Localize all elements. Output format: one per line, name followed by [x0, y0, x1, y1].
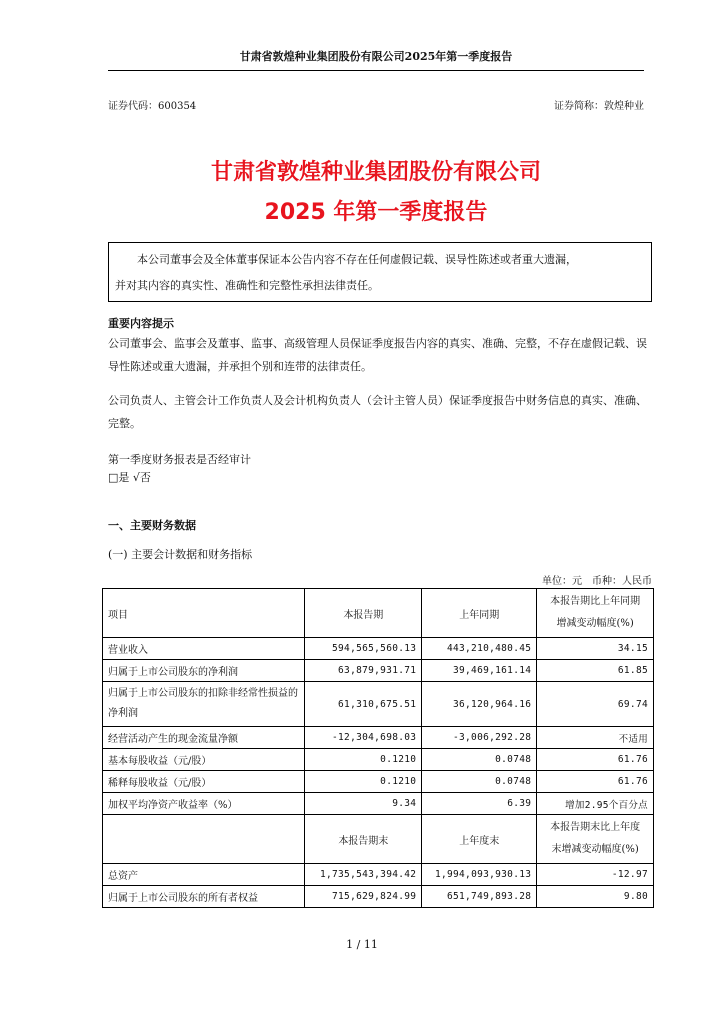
running-header: 甘肃省敦煌种业集团股份有限公司2025年第一季度报告	[108, 48, 644, 71]
report-title-company: 甘肃省敦煌种业集团股份有限公司	[210, 160, 541, 185]
table-header-cell	[103, 815, 305, 864]
value-cell: 6.39	[422, 793, 537, 815]
header-text: 本报告期比上年同期	[550, 596, 641, 607]
table-row	[103, 864, 654, 886]
value-cell: 36,120,964.16	[422, 682, 537, 727]
row-label: 归属于上市公司股东的扣除非经常性损益的净利润	[103, 682, 305, 727]
unit-currency: 单位：元 币种：人民币	[542, 576, 652, 587]
value-cell: 1,735,543,394.42	[305, 864, 422, 886]
value-cell: 9.80	[537, 886, 654, 908]
value-cell: 9.34	[305, 793, 422, 815]
table-header-row	[103, 589, 654, 638]
value-cell: -12,304,698.03	[305, 727, 422, 749]
value-cell: 61.85	[537, 660, 654, 682]
row-label: 加权平均净资产收益率（%）	[103, 793, 305, 815]
value-cell: 61.76	[537, 771, 654, 793]
row-label: 稀释每股收益（元/股）	[103, 771, 305, 793]
header-text: 本报告期末比上年度	[550, 822, 641, 833]
value-cell: -12.97	[537, 864, 654, 886]
table-header-cell: 项目	[103, 589, 305, 638]
table-header-cell: 本报告期	[305, 589, 422, 638]
value-cell: 0.0748	[422, 749, 537, 771]
section-1-title: 一、主要财务数据	[108, 519, 196, 532]
value-cell: 61,310,675.51	[305, 682, 422, 727]
row-label: 归属于上市公司股东的净利润	[103, 660, 305, 682]
value-cell: 69.74	[537, 682, 654, 727]
value-cell: 63,879,931.71	[305, 660, 422, 682]
value-cell: 651,749,893.28	[422, 886, 537, 908]
header-text: 增减变动幅度(%)	[556, 618, 634, 629]
important-heading: 重要内容提示	[108, 317, 174, 330]
value-cell: 715,629,824.99	[305, 886, 422, 908]
audit-answer: □是 √否	[108, 471, 151, 484]
table-row	[103, 749, 654, 771]
table-row	[103, 771, 654, 793]
row-label: 总资产	[103, 864, 305, 886]
board-notice-box	[108, 242, 652, 302]
value-cell: 443,210,480.45	[422, 638, 537, 660]
table-header-cell: 上年同期	[422, 589, 537, 638]
table-row	[103, 793, 654, 815]
report-title-period: 2025 年第一季度报告	[264, 200, 488, 225]
table-header-cell: 上年度末	[422, 815, 537, 864]
table-header-cell	[537, 815, 654, 864]
value-cell: 39,469,161.14	[422, 660, 537, 682]
value-cell: -3,006,292.28	[422, 727, 537, 749]
table-row	[103, 727, 654, 749]
table-row	[103, 682, 654, 727]
table-row	[103, 886, 654, 908]
value-cell: 0.1210	[305, 771, 422, 793]
stock-code: 证券代码：600354	[108, 101, 197, 112]
table-row	[103, 638, 654, 660]
value-cell: 594,565,560.13	[305, 638, 422, 660]
table-row	[103, 660, 654, 682]
page-number: 1 / 11	[346, 938, 378, 951]
value-cell: 1,994,093,930.13	[422, 864, 537, 886]
table-header-row	[103, 815, 654, 864]
row-label: 经营活动产生的现金流量净额	[103, 727, 305, 749]
value-cell: 61.76	[537, 749, 654, 771]
value-cell: 34.15	[537, 638, 654, 660]
notice-line-2: 并对其内容的真实性、准确性和完整性承担法律责任。	[115, 279, 379, 292]
table-header-cell: 本报告期末	[305, 815, 422, 864]
row-label: 营业收入	[103, 638, 305, 660]
table-header-cell	[537, 589, 654, 638]
financial-table	[102, 588, 654, 908]
value-cell: 0.0748	[422, 771, 537, 793]
value-cell: 0.1210	[305, 749, 422, 771]
important-para-2: 公司负责人、主管会计工作负责人及会计机构负责人（会计主管人员）保证季度报告中财务信息的真实、准确、完整。	[108, 394, 647, 430]
row-label: 基本每股收益（元/股）	[103, 749, 305, 771]
audit-question: 第一季度财务报表是否经审计	[108, 453, 251, 466]
section-1-subtitle: (一) 主要会计数据和财务指标	[108, 548, 253, 561]
stock-abbr: 证券简称：敦煌种业	[554, 101, 644, 112]
value-cell: 增加2.95个百分点	[537, 793, 654, 815]
value-cell: 不适用	[537, 727, 654, 749]
row-label: 归属于上市公司股东的所有者权益	[103, 886, 305, 908]
important-para-1: 公司董事会、监事会及董事、监事、高级管理人员保证季度报告内容的真实、准确、完整，不存在虚假记载、误导性陈述或重大遗漏，并承担个别和连带的法律责任。	[108, 337, 647, 373]
notice-line-1: 本公司董事会及全体董事保证本公告内容不存在任何虚假记载、误导性陈述或者重大遗漏，	[137, 253, 577, 266]
header-text: 末增减变动幅度(%)	[551, 844, 639, 855]
